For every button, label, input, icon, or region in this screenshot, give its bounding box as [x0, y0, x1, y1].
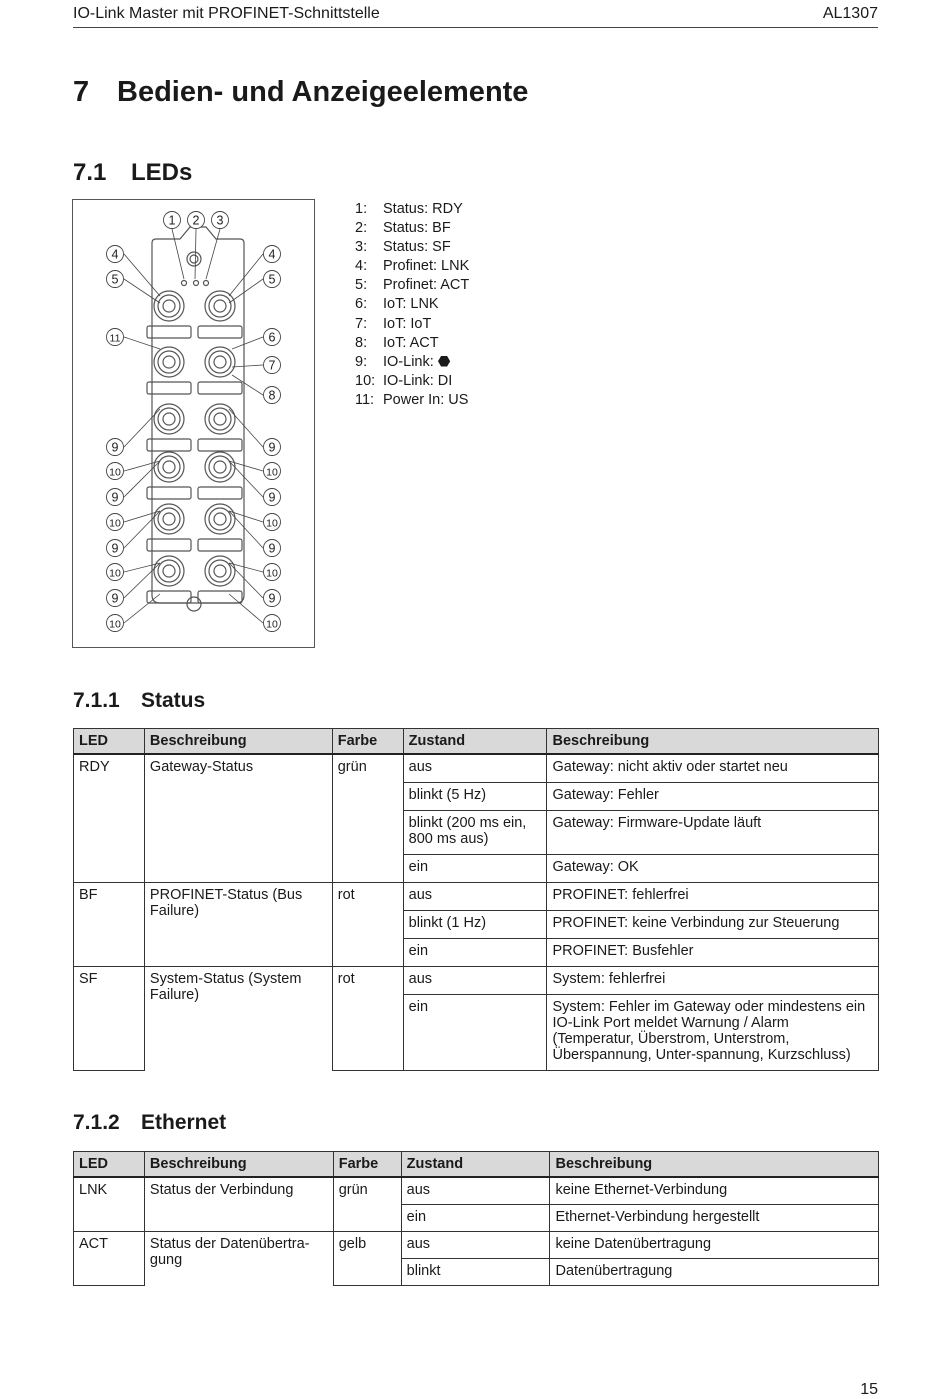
page-header-title: IO-Link Master mit PROFINET-Schnittstelle: [73, 5, 380, 22]
callout-label: 10: [266, 517, 278, 530]
header-rule: [73, 27, 878, 28]
legend-item: 9: IO-Link: ⬣: [355, 353, 451, 370]
desc-cell: Gateway-Status: [144, 754, 332, 782]
label-slot: [147, 326, 191, 338]
table-row: [74, 966, 879, 994]
legend-item: 11: Power In: US: [355, 391, 469, 408]
table-row: [74, 1177, 879, 1204]
table-row: [74, 1204, 879, 1231]
state-desc-cell: Datenübertragung: [550, 1258, 879, 1285]
callout-label: 8: [268, 388, 276, 403]
col-header: LED: [74, 729, 145, 755]
table-header-row: [74, 1152, 879, 1178]
led-cell: SF: [74, 966, 145, 994]
state-cell: ein: [403, 938, 547, 966]
callout-label: 6: [268, 330, 276, 345]
state-cell: ein: [401, 1204, 550, 1231]
status-led: [204, 281, 209, 286]
state-desc-cell: Gateway: Fehler: [547, 782, 879, 810]
desc-cell: Status der Datenübertra-gung: [144, 1231, 333, 1285]
callout-label: 7: [268, 358, 276, 373]
label-slot: [147, 439, 191, 451]
table-row: [74, 938, 879, 966]
led-cell: ACT: [74, 1231, 145, 1258]
led-legend: [355, 200, 469, 410]
callout-label: 4: [268, 247, 276, 262]
state-cell: aus: [403, 966, 547, 994]
state-cell: aus: [403, 882, 547, 910]
col-header: Zustand: [403, 729, 547, 755]
callout-label: 9: [111, 591, 119, 606]
legend-item: 1: Status: RDY: [355, 201, 463, 217]
section-heading: 7.1 LEDs: [73, 159, 193, 186]
legend-item: 2: Status: BF: [355, 220, 451, 237]
label-slot: [198, 439, 242, 451]
callout-label: 10: [109, 466, 121, 479]
callout-label: 10: [266, 567, 278, 580]
state-cell: blinkt: [401, 1258, 550, 1285]
color-cell: rot: [332, 882, 403, 910]
callout-label: 5: [111, 272, 119, 287]
led-cell: BF: [74, 882, 145, 910]
state-desc-cell: PROFINET: fehlerfrei: [547, 882, 879, 910]
col-header: Beschreibung: [547, 729, 879, 755]
callout-label: 9: [111, 440, 119, 455]
label-slot: [198, 591, 242, 603]
callout-label: 4: [111, 247, 119, 262]
color-cell: gelb: [333, 1231, 401, 1258]
callout-label: 10: [109, 618, 121, 631]
desc-cell: System-Status (System Failure): [144, 966, 332, 1070]
status-table: [73, 728, 879, 1071]
status-led: [182, 281, 187, 286]
col-header: Beschreibung: [550, 1152, 879, 1178]
table-row: [74, 1231, 879, 1258]
legend-item: 3: Status: SF: [355, 239, 451, 256]
status-led-ring: [187, 252, 201, 266]
callout-label: 9: [111, 490, 119, 505]
state-desc-cell: Ethernet-Verbindung hergestellt: [550, 1204, 879, 1231]
label-slot: [198, 487, 242, 499]
label-slot: [147, 382, 191, 394]
label-slot: [198, 539, 242, 551]
callout-label: 1: [168, 213, 176, 228]
legend-item: 10: IO-Link: DI: [355, 372, 453, 389]
led-cell: LNK: [74, 1177, 145, 1204]
led-cell: RDY: [74, 754, 145, 782]
page-header-code: AL1307: [822, 5, 878, 22]
state-desc-cell: System: fehlerfrei: [547, 966, 879, 994]
label-slot: [198, 382, 242, 394]
state-cell: blinkt (1 Hz): [403, 910, 547, 938]
state-desc-cell: keine Ethernet-Verbindung: [550, 1177, 879, 1204]
color-cell: grün: [332, 754, 403, 782]
label-slot: [147, 487, 191, 499]
state-cell: aus: [401, 1177, 550, 1204]
state-cell: aus: [401, 1231, 550, 1258]
ethernet-table: [73, 1151, 879, 1286]
callout-label: 9: [268, 591, 276, 606]
ethernet-heading: 7.1.2 Ethernet: [73, 1111, 227, 1134]
status-heading: 7.1.1 Status: [73, 689, 206, 712]
callout-label: 9: [268, 490, 276, 505]
state-desc-cell: System: Fehler im Gateway oder mindestens ein IO-Link Port meldet Warnung / Alarm (Temperatur, Überstrom, Unterstrom, Überspannung, Unter-spannung, Kurzschluss): [547, 994, 879, 1070]
table-row: [74, 854, 879, 882]
color-cell: rot: [332, 966, 403, 994]
state-desc-cell: PROFINET: keine Verbindung zur Steuerung: [547, 910, 879, 938]
state-desc-cell: Gateway: Firmware-Update läuft: [547, 810, 879, 854]
table-row: [74, 810, 879, 854]
label-slot: [198, 326, 242, 338]
label-slot: [147, 539, 191, 551]
callout-label: 10: [266, 618, 278, 631]
col-header: Beschreibung: [144, 729, 332, 755]
callout-label: 10: [109, 567, 121, 580]
col-header: Beschreibung: [144, 1152, 333, 1178]
callout-label: 5: [268, 272, 276, 287]
table-row: [74, 882, 879, 910]
callout-label: 3: [216, 213, 224, 228]
legend-item: 5: Profinet: ACT: [355, 277, 470, 294]
state-cell: ein: [403, 854, 547, 882]
chapter-heading: 7 Bedien- und Anzeigeelemente: [73, 76, 529, 108]
col-header: LED: [74, 1152, 145, 1178]
state-desc-cell: Gateway: nicht aktiv oder startet neu: [547, 754, 879, 782]
color-cell: grün: [333, 1177, 401, 1204]
callout-label: 2: [192, 213, 200, 228]
callout-label: 9: [268, 440, 276, 455]
page-number: 15: [860, 1381, 878, 1398]
col-header: Zustand: [401, 1152, 550, 1178]
callout-label: 10: [109, 517, 121, 530]
legend-item: 4: Profinet: LNK: [355, 258, 470, 275]
desc-cell: Status der Verbindung: [144, 1177, 333, 1204]
device-led-diagram: [72, 199, 315, 648]
state-cell: ein: [403, 994, 547, 1070]
state-cell: blinkt (200 ms ein, 800 ms aus): [403, 810, 547, 854]
callout-label: 11: [109, 332, 121, 345]
state-desc-cell: PROFINET: Busfehler: [547, 938, 879, 966]
status-led: [194, 281, 199, 286]
legend-item: 8: IoT: ACT: [355, 334, 439, 351]
table-row: [74, 754, 879, 782]
callout-label: 9: [111, 541, 119, 556]
col-header: Farbe: [333, 1152, 401, 1178]
state-desc-cell: Gateway: OK: [547, 854, 879, 882]
callout-label: 9: [268, 541, 276, 556]
state-cell: blinkt (5 Hz): [403, 782, 547, 810]
callout-label: 10: [266, 466, 278, 479]
table-row: [74, 782, 879, 810]
legend-item: 7: IoT: IoT: [355, 315, 432, 332]
state-cell: aus: [403, 754, 547, 782]
table-header-row: [74, 729, 879, 755]
legend-item: 6: IoT: LNK: [355, 296, 439, 313]
col-header: Farbe: [332, 729, 403, 755]
state-desc-cell: keine Datenübertragung: [550, 1231, 879, 1258]
mounting-hole: [187, 597, 201, 611]
desc-cell: PROFINET-Status (Bus Failure): [144, 882, 332, 938]
